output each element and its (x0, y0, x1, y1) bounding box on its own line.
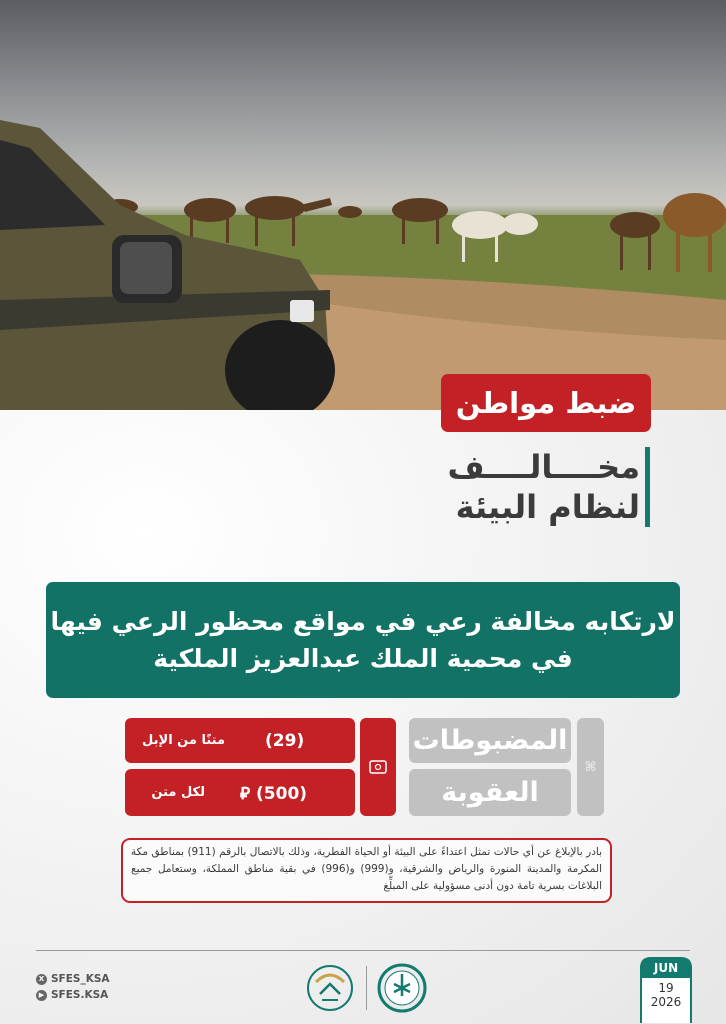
social-youtube[interactable] (36, 989, 108, 1001)
violator-title-line1: مخــــالــــف (447, 448, 640, 486)
penalty-icon-column (360, 718, 396, 816)
date-year: 2026 (650, 995, 682, 1009)
seized-count: (29) (265, 730, 305, 751)
ministry-emblem (374, 962, 430, 1014)
report-notice: بادر بالإبلاغ عن أي حالات تمثل اعتداءً على البيئة أو الحياة الفطرية، وذلك بالاتصال بالرقم (911) بمناطق مكة المكرمة والمدينة المنورة والرياض والشرقية، و(999) و(996) في بقية مناطق المملكة، وستعامل جميع البلاغات بسرية تامة دون أدنى مسؤولية على المبلِّغ (121, 838, 612, 903)
violator-title-line2: لنظام البيئة (455, 488, 640, 526)
seized-value-box (125, 718, 355, 763)
youtube-icon: ▶ (36, 990, 47, 1001)
violation-reason-box (46, 582, 680, 698)
penalty-label: العقوبة (409, 769, 571, 816)
penalty-amount: (500) ⃁ (240, 783, 308, 804)
icon-column (577, 718, 604, 816)
reason-line2: في محمية الملك عبدالعزيز الملكية (153, 644, 573, 673)
youtube-handle: SFES.KSA (51, 989, 109, 1001)
penalty-desc: لكل متن (151, 785, 205, 800)
footer-divider (36, 950, 690, 951)
x-handle: SFES_KSA (51, 973, 110, 985)
headline-badge: ضبط مواطن (441, 374, 651, 432)
desert-camels-photo (0, 0, 726, 410)
x-icon: X (36, 974, 47, 985)
violator-title (447, 447, 640, 527)
reason-line1: لارتكابه مخالفة رعي في مواقع محظور الرعي فيها (50, 607, 676, 636)
special-forces-emblem (302, 962, 358, 1014)
seized-label: المضبوطات (409, 718, 571, 763)
accent-bar (645, 447, 650, 527)
social-x[interactable] (36, 973, 110, 985)
envelope-money-icon (369, 760, 387, 774)
seized-desc: متنًا من الإبل (142, 733, 225, 748)
header-photo (0, 0, 726, 410)
date-day: 19 (658, 981, 674, 995)
logo-separator (366, 966, 367, 1010)
camel-icon: ⌘ (584, 759, 597, 775)
penalty-value-box (125, 769, 355, 816)
date-month: JUN (641, 958, 691, 978)
date-badge (640, 957, 692, 1023)
